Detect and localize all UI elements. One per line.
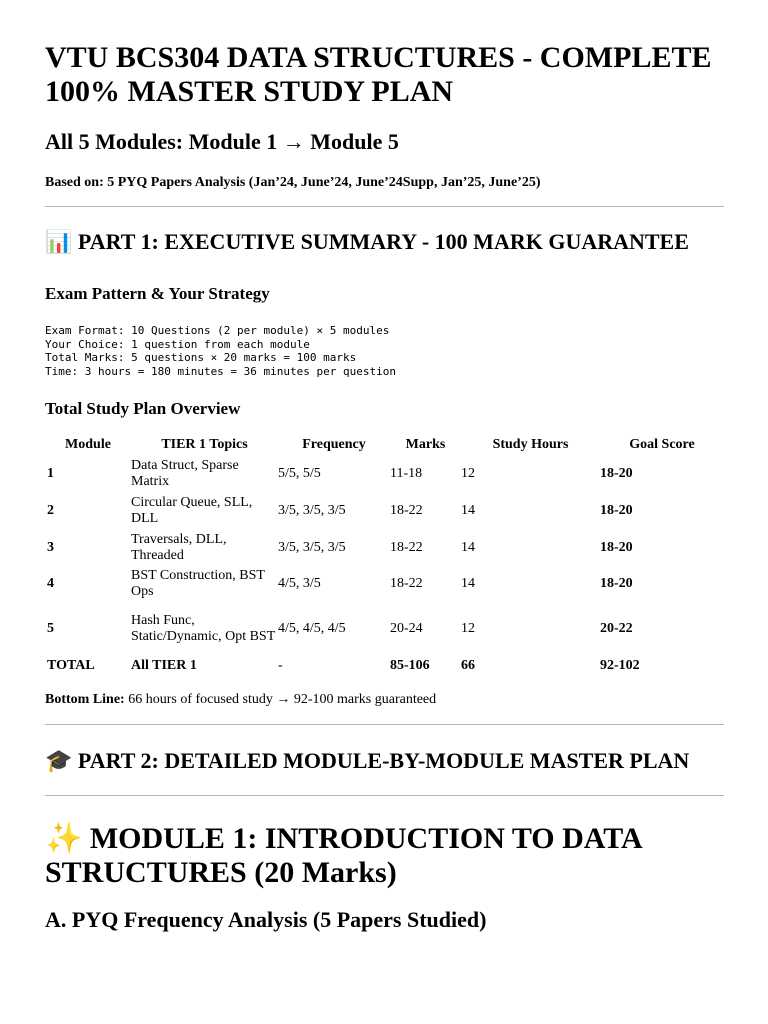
- graduation-cap-icon: 🎓: [45, 748, 73, 774]
- cell-topics: Hash Func, Static/Dynamic, Opt BST: [131, 612, 276, 644]
- col-header-marks: Marks: [405, 437, 446, 453]
- cell-topics: Data Struct, Sparse Matrix: [131, 458, 239, 490]
- table-header-row: [45, 434, 724, 457]
- cell-topics: Traversals, DLL, Threaded: [131, 531, 227, 563]
- cell-goal: 18-20: [600, 466, 633, 482]
- sparkles-icon: ✨: [45, 820, 83, 856]
- cell-module: 2: [47, 502, 54, 518]
- col-header-module: Module: [65, 437, 111, 453]
- col-header-goal-score: Goal Score: [629, 437, 695, 453]
- table-row: [45, 457, 724, 492]
- cell-marks: 18-22: [390, 539, 423, 555]
- cell-module: 5: [47, 620, 54, 636]
- table-total-row: [45, 656, 724, 676]
- time-line: Time: 3 hours = 180 minutes = 36 minutes per question: [45, 365, 396, 379]
- part1-heading: [45, 207, 724, 255]
- part2-heading: [45, 725, 724, 774]
- table-row: [45, 492, 724, 530]
- part1-heading-text: PART 1: EXECUTIVE SUMMARY - 100 MARK GUARANTEE: [77, 229, 689, 254]
- cell-marks: 20-24: [390, 620, 423, 636]
- cell-goal: 18-20: [600, 502, 633, 518]
- exam-pattern-code: [45, 304, 724, 379]
- cell-hours: 14: [461, 539, 475, 555]
- cell-hours: 12: [461, 620, 475, 636]
- cell-hours: 14: [461, 575, 475, 591]
- cell-goal: 18-20: [600, 539, 633, 555]
- table-row: [45, 530, 724, 566]
- cell-hours: 12: [461, 466, 475, 482]
- your-choice-line: Your Choice: 1 question from each module: [45, 337, 310, 351]
- pyq-frequency-heading: A. PYQ Frequency Analysis (5 Papers Studied): [45, 906, 487, 932]
- study-plan-table: [45, 434, 724, 676]
- cell-marks: 85-106: [390, 657, 430, 673]
- table-row: [45, 602, 724, 656]
- cell-module: 3: [47, 539, 54, 555]
- cell-topics: Circular Queue, SLL, DLL: [131, 494, 253, 526]
- col-header-study-hours: Study Hours: [492, 437, 569, 453]
- cell-module: TOTAL: [47, 657, 95, 673]
- cell-frequency: 5/5, 5/5: [278, 466, 321, 482]
- cell-marks: 11-18: [390, 466, 423, 482]
- overview-heading: Total Study Plan Overview: [45, 398, 241, 418]
- page-title: VTU BCS304 DATA STRUCTURES - COMPLETE 100% MASTER STUDY PLAN: [45, 41, 712, 108]
- cell-frequency: 3/5, 3/5, 3/5: [278, 539, 346, 555]
- module1-heading: [45, 796, 724, 890]
- cell-goal: 92-102: [600, 657, 640, 673]
- part2-heading-text: PART 2: DETAILED MODULE-BY-MODULE MASTER PLAN: [77, 747, 690, 773]
- exam-pattern-heading: Exam Pattern & Your Strategy: [45, 284, 270, 303]
- cell-marks: 18-22: [390, 575, 423, 591]
- cell-module: 4: [47, 575, 54, 591]
- cell-frequency: 4/5, 4/5, 4/5: [278, 620, 346, 636]
- bottom-line-text: 66 hours of focused study → 92-100 marks guaranteed: [124, 691, 437, 707]
- total-marks-line: Total Marks: 5 questions × 20 marks = 100 marks: [45, 351, 357, 365]
- bottom-line: [45, 676, 724, 709]
- col-header-topics: TIER 1 Topics: [161, 437, 248, 453]
- cell-marks: 18-22: [390, 502, 423, 518]
- table-row: [45, 566, 724, 602]
- cell-topics: BST Construction, BST Ops: [131, 567, 265, 599]
- cell-hours: 14: [461, 502, 475, 518]
- col-header-frequency: Frequency: [302, 437, 366, 453]
- bar-chart-icon: 📊: [45, 230, 73, 255]
- based-on-note: Based on: 5 PYQ Papers Analysis (Jan’24, June’24, June’24Supp, Jan’25, June’25): [45, 175, 541, 190]
- cell-frequency: 4/5, 3/5: [278, 575, 321, 591]
- cell-frequency: -: [278, 657, 283, 673]
- exam-format-line: Exam Format: 10 Questions (2 per module) × 5 modules: [45, 324, 390, 337]
- cell-goal: 20-22: [600, 620, 633, 636]
- cell-topics: All TIER 1: [131, 657, 197, 673]
- cell-frequency: 3/5, 3/5, 3/5: [278, 502, 346, 518]
- subtitle: All 5 Modules: Module 1 → Module 5: [45, 129, 399, 154]
- bottom-line-label: Bottom Line:: [45, 691, 125, 707]
- cell-hours: 66: [461, 657, 475, 673]
- module1-heading-text: MODULE 1: INTRODUCTION TO DATA STRUCTURES (20 Marks): [45, 821, 642, 889]
- cell-module: 1: [47, 466, 54, 482]
- cell-goal: 18-20: [600, 575, 633, 591]
